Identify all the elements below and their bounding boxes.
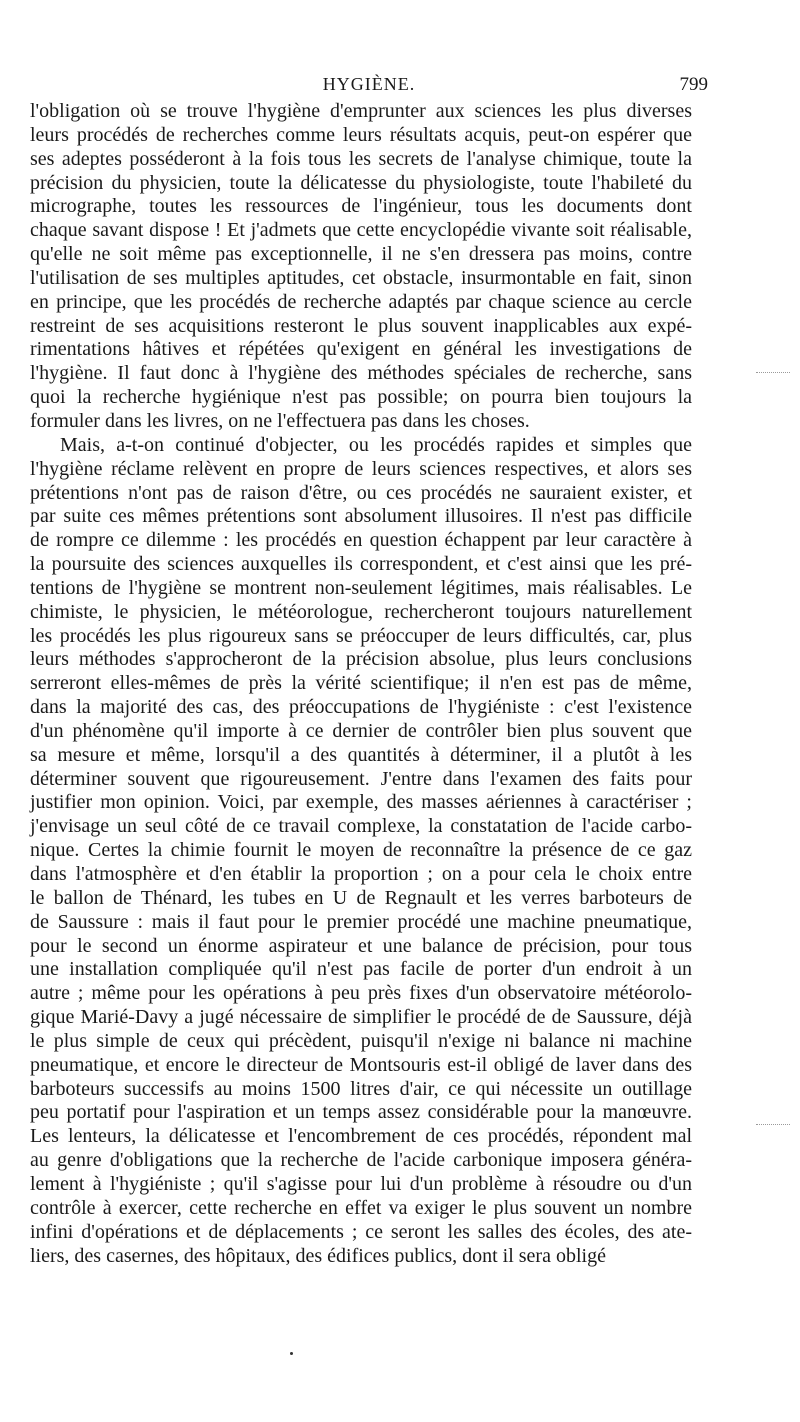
- text-line: autre ; même pour les opérations à peu près fixes d'un observatoire météorolo-: [30, 982, 692, 1005]
- text-line: l'utilisation de ses multiples aptitudes, cet obstacle, insurmontable en fait, sinon: [30, 266, 692, 289]
- text-line: infini d'opérations et de déplacements ; ce seront les salles des écoles, des ate-: [30, 1220, 692, 1243]
- text-line: barboteurs successifs au moins 1500 litres d'air, ce qui nécessite un outillage: [30, 1077, 692, 1100]
- text-line: rimentations hâtives et répétées qu'exigent en général les investigations de: [30, 338, 692, 361]
- text-line: peu portatif pour l'aspiration et un temps assez considérable pour la manœuvre.: [30, 1101, 692, 1124]
- text-line: de Saussure : mais il faut pour le premier procédé une machine pneumatique,: [30, 910, 692, 933]
- text-line: qu'elle ne soit même pas exceptionnelle, il ne s'en dressera pas moins, contre: [30, 243, 692, 266]
- scan-speck: [290, 1352, 293, 1355]
- text-line: chaque savant dispose ! Et j'admets que cette encyclopédie vivante soit réalisable,: [30, 219, 692, 242]
- text-line: gique Marié-Davy a jugé nécessaire de simplifier le procédé de de Saussure, déjà: [30, 1006, 692, 1029]
- text-line: d'un phénomène qu'il importe à ce dernier de contrôler bien plus souvent que: [30, 719, 692, 742]
- text-line: le plus simple de ceux qui précèdent, puisqu'il n'exige ni balance ni machine: [30, 1029, 692, 1052]
- text-line: l'hygiène. Il faut donc à l'hygiène des méthodes spéciales de recherche, sans: [30, 362, 692, 385]
- text-line: Les lenteurs, la délicatesse et l'encombrement de ces procédés, répondent mal: [30, 1125, 692, 1148]
- text-line: la poursuite des sciences auxquelles ils correspondent, et c'est ainsi que les pré-: [30, 553, 692, 576]
- text-line: restreint de ses acquisitions resteront le plus souvent inapplicables aux expé-: [30, 314, 692, 337]
- text-line: serreront elles-mêmes de près la vérité scientifique; il n'en est pas de même,: [30, 672, 692, 695]
- text-line: de rompre ce dilemme : les procédés en question échappent par leur caractère à: [30, 529, 692, 552]
- text-line: contrôle à exercer, cette recherche en effet va exiger le plus souvent un nombre: [30, 1196, 692, 1219]
- text-line: Mais, a-t-on continué d'objecter, ou les procédés rapides et simples que: [60, 433, 692, 456]
- text-line: l'obligation où se trouve l'hygiène d'emprunter aux sciences les plus diverses: [30, 100, 692, 122]
- text-line: prétentions n'ont pas de raison d'être, ou ces procédés ne sauraient exister, et: [30, 481, 692, 504]
- text-line: leurs méthodes s'approcheront de la précision absolue, plus leurs conclusions: [30, 648, 692, 671]
- text-line: tentions de l'hygiène se montrent non-seulement légitimes, mais réalisables. Le: [30, 576, 692, 599]
- text-line: l'hygiène réclame relèvent en propre de leurs sciences respectives, et alors ses: [30, 457, 692, 480]
- text-line: ses adeptes posséderont à la fois tous les secrets de l'analyse chimique, toute la: [30, 147, 692, 170]
- margin-mark: [756, 1124, 790, 1126]
- text-line: micrographe, toutes les ressources de l'ingénieur, tous les documents dont: [30, 195, 692, 218]
- page-number: 799: [679, 74, 708, 95]
- body-text: [30, 100, 692, 1268]
- text-line: dans la majorité des cas, des préoccupations de l'hygiéniste : c'est l'existence: [30, 696, 692, 719]
- text-line: formuler dans les livres, on ne l'effectuera pas dans les choses.: [30, 409, 530, 432]
- text-line: les procédés les plus rigoureux sans se préoccuper de leurs difficultés, car, plus: [30, 624, 692, 647]
- text-line: lement à l'hygiéniste ; qu'il s'agisse pour lui d'un problème à résoudre ou d'un: [30, 1172, 692, 1195]
- margin-mark: [756, 372, 790, 374]
- text-line: au genre d'obligations que la recherche de l'acide carbonique imposera généra-: [30, 1149, 692, 1172]
- text-line: pneumatique, et encore le directeur de Montsouris est-il obligé de laver dans des: [30, 1053, 692, 1076]
- text-line: j'envisage un seul côté de ce travail complexe, la constatation de l'acide carbo-: [30, 815, 692, 838]
- text-line: pour le second un énorme aspirateur et une balance de précision, pour tous: [30, 934, 692, 957]
- text-line: liers, des casernes, des hôpitaux, des édifices publics, dont il sera obligé: [30, 1244, 606, 1267]
- text-line: une installation compliquée qu'il n'est pas facile de porter d'un endroit à un: [30, 958, 692, 981]
- text-line: nique. Certes la chimie fournit le moyen de reconnaître la présence de ce gaz: [30, 839, 692, 862]
- text-line: dans l'atmosphère et d'en établir la proportion ; on a pour cela le choix entre: [30, 863, 692, 885]
- running-head: [30, 74, 708, 100]
- text-line: sa mesure et même, lorsqu'il a des quantités à déterminer, il a plutôt à les: [30, 743, 692, 766]
- text-line: justifier mon opinion. Voici, par exemple, des masses aériennes à caractériser ;: [30, 791, 692, 814]
- text-line: déterminer souvent que rigoureusement. J'entre dans l'examen des faits pour: [30, 767, 692, 790]
- text-line: par suite ces mêmes prétentions sont absolument illusoires. Il n'est pas difficile: [30, 505, 692, 528]
- text-line: le ballon de Thénard, les tubes en U de Regnault et les verres barboteurs de: [30, 886, 692, 909]
- text-line: en principe, que les procédés de recherche adaptés par chaque science au cercle: [30, 290, 692, 313]
- text-line: précision du physicien, toute la délicatesse du physiologiste, toute l'habileté du: [30, 171, 692, 194]
- text-line: leurs procédés de recherches comme leurs résultats acquis, peut-on espérer que: [30, 123, 692, 146]
- text-line: chimiste, le physicien, le météorologue, rechercheront toujours naturellement: [30, 600, 692, 623]
- text-line: quoi la recherche hygiénique n'est pas possible; on pourra bien toujours la: [30, 386, 692, 409]
- running-title: HYGIÈNE.: [322, 74, 416, 94]
